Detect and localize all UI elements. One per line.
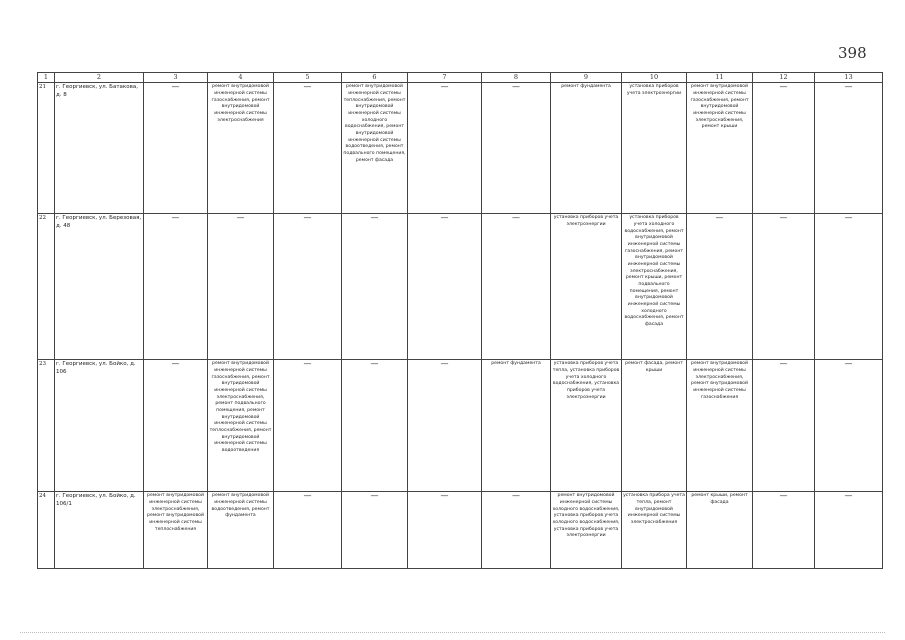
table-cell: установка приборов учета тепла, установка приборов учета холодного водоснабжения, установка приборов учета электроэнергии <box>551 360 622 492</box>
table-row <box>38 492 883 569</box>
table-cell: — <box>408 492 482 569</box>
header-cell: 8 <box>482 73 551 83</box>
table-row <box>38 214 883 360</box>
header-cell: 1 <box>38 73 55 83</box>
table-cell: ремонт внутридомовой инженерной системы электроснабжения, ремонт внутридомовой инженерной системы газоснабжения <box>687 360 753 492</box>
address-cell: г. Георгиевск, ул. Батакова, д. 8 <box>55 83 144 214</box>
table-cell: — <box>274 214 342 360</box>
table-cell: — <box>408 214 482 360</box>
table-cell: — <box>274 492 342 569</box>
header-cell: 11 <box>687 73 753 83</box>
table-cell: ремонт внутридомовой инженерной системы газоснабжения, ремонт внутридомовой инженерной системы электроснабжения, ремонт подвального помещения, ремонт внутридомовой инженерной системы теплоснабжения, ремонт внутридомовой инженерной системы водоотведения <box>208 360 274 492</box>
table-cell: — <box>208 214 274 360</box>
table-cell: — <box>753 214 815 360</box>
table-cell: ремонт внутридомовой инженерной системы электроснабжения, ремонт внутридомовой инженерной системы теплоснабжения <box>144 492 208 569</box>
table-row <box>38 83 883 214</box>
table-cell: — <box>144 214 208 360</box>
table-cell: ремонт фасада, ремонт крыши <box>622 360 687 492</box>
header-cell: 9 <box>551 73 622 83</box>
repair-schedule-table <box>37 72 883 569</box>
table-cell: — <box>482 83 551 214</box>
table-cell: — <box>482 492 551 569</box>
scan-edge-divider <box>20 632 885 634</box>
table-row <box>38 360 883 492</box>
table-cell: установка приборов учета холодного водоснабжения, ремонт внутридомовой инженерной системы газоснабжения, ремонт внутридомовой инженерной системы электроснабжения, ремонт крыши, ремонт подвального помещения, ремонт внутридомовой инженерной системы холодного водоснабжения, ремонт фасада <box>622 214 687 360</box>
table-cell: ремонт внутридомовой инженерной системы газоснабжения, ремонт внутридомовой инженерной системы электроснабжения, ремонт крыши <box>687 83 753 214</box>
header-cell: 6 <box>342 73 408 83</box>
table-cell: установка приборов учета электроэнергии <box>551 214 622 360</box>
table-cell: установка приборов учета электроэнергии <box>622 83 687 214</box>
table-cell: — <box>753 360 815 492</box>
table-cell: — <box>753 83 815 214</box>
table-cell: — <box>815 83 883 214</box>
table-cell: — <box>687 214 753 360</box>
table-cell: — <box>342 360 408 492</box>
table-cell: — <box>274 360 342 492</box>
table-cell: ремонт фундамента <box>551 83 622 214</box>
table-cell: установка прибора учета тепла, ремонт внутридомовой инженерной системы электроснабжения <box>622 492 687 569</box>
address-cell: г. Георгиевск, ул. Бойко, д. 106/1 <box>55 492 144 569</box>
header-cell: 3 <box>144 73 208 83</box>
row-number: 22 <box>38 214 55 360</box>
table-cell: ремонт фундамента <box>482 360 551 492</box>
table-cell: — <box>815 492 883 569</box>
header-cell: 5 <box>274 73 342 83</box>
table-cell: ремонт внутридомовой инженерной системы газоснабжения, ремонт внутридомовой инженерной системы электроснабжения <box>208 83 274 214</box>
table-cell: ремонт внутридомовой инженерной системы теплоснабжения, ремонт внутридомовой инженерной системы холодного водоснабжения, ремонт внутридомовой инженерной системы водоотведения, ремонт подвального помещения, ремонт фасада <box>342 83 408 214</box>
table-cell: ремонт внутридомовой инженерной системы холодного водоснабжения, установка приборов учета холодного водоснабжения, установка приборов учета электроэнергии <box>551 492 622 569</box>
header-cell: 13 <box>815 73 883 83</box>
table-cell: — <box>144 83 208 214</box>
row-number: 23 <box>38 360 55 492</box>
header-cell: 7 <box>408 73 482 83</box>
table-cell: — <box>408 83 482 214</box>
table-cell: — <box>408 360 482 492</box>
header-cell: 2 <box>55 73 144 83</box>
table-cell: ремонт внутридомовой инженерной системы водоотведения, ремонт фундамента <box>208 492 274 569</box>
header-cell: 12 <box>753 73 815 83</box>
header-cell: 10 <box>622 73 687 83</box>
table-cell: — <box>342 492 408 569</box>
table-cell: — <box>342 214 408 360</box>
row-number: 24 <box>38 492 55 569</box>
table-cell: — <box>274 83 342 214</box>
address-cell: г. Георгиевск, ул. Березовая, д. 48 <box>55 214 144 360</box>
table-cell: ремонт крыши, ремонт фасада <box>687 492 753 569</box>
table-cell: — <box>815 360 883 492</box>
table-cell: — <box>815 214 883 360</box>
header-cell: 4 <box>208 73 274 83</box>
table-cell: — <box>482 214 551 360</box>
row-number: 21 <box>38 83 55 214</box>
table-cell: — <box>144 360 208 492</box>
address-cell: г. Георгиевск, ул. Бойко, д. 106 <box>55 360 144 492</box>
header-row <box>38 73 883 83</box>
table-cell: — <box>753 492 815 569</box>
page-number: 398 <box>838 44 867 62</box>
